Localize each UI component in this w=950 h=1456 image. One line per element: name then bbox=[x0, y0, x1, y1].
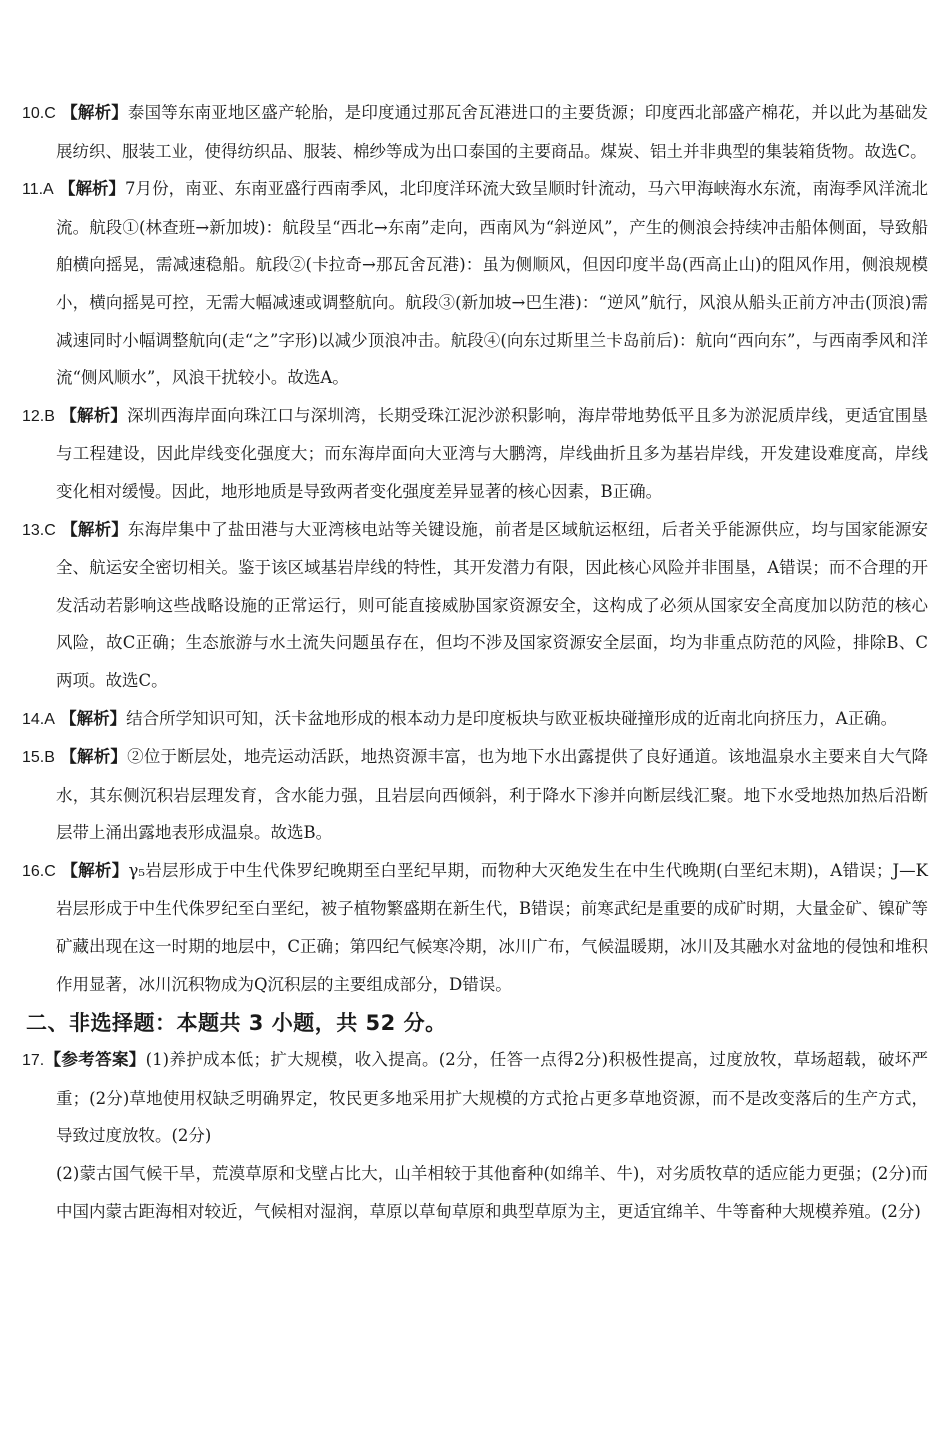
answer-item-11 bbox=[22, 170, 928, 397]
analysis-tag: 【解析】 bbox=[61, 860, 129, 880]
answer-item-14 bbox=[22, 700, 928, 739]
answer-item-13 bbox=[22, 511, 928, 700]
section-heading bbox=[22, 1003, 928, 1041]
analysis-tag: 【解析】 bbox=[61, 103, 128, 122]
analysis-text: 结合所学知识可知，沃卡盆地形成的根本动力是印度板块与欧亚板块碰撞形成的近南北向挤压力，A正确。 bbox=[126, 708, 898, 728]
question-number: 16.C bbox=[22, 862, 56, 880]
answer-item-10 bbox=[22, 94, 928, 170]
question-number: 10.C bbox=[22, 105, 56, 122]
analysis-text: 深圳西海岸面向珠江口与深圳湾，长期受珠江泥沙淤积影响，海岸带地势低平且多为淤泥质岸线，更适宜围垦与工程建设，因此岸线变化强度大；而东海岸面向大亚湾与大鹏湾，岸线曲折且多为基岩岸线，开发建设难度高，岸线变化相对缓慢。因此，地形地质是导致两者变化强度差异显著的核心因素，B正确。 bbox=[56, 405, 929, 501]
answer-item-15 bbox=[22, 738, 928, 852]
analysis-text: 泰国等东南亚地区盛产轮胎，是印度通过那瓦舍瓦港进口的主要货源；印度西北部盛产棉花，并以此为基础发展纺织、服装工业，使得纺织品、服装、棉纱等成为出口泰国的主要商品。煤炭、铝土并非典型的集装箱货物。故选C。 bbox=[56, 103, 929, 161]
answer-part-2: (2)蒙古国气候干旱，荒漠草原和戈壁占比大，山羊相较于其他畜种(如绵羊、牛)，对劣质牧草的适应能力更强；(2分)而中国内蒙古距海相对较近，气候相对湿润，草原以草甸草原和典型草原为主，更适宜绵羊、牛等畜种大规模养殖。(2分) bbox=[56, 1164, 928, 1221]
question-number: 14.A bbox=[22, 710, 55, 728]
analysis-text: γ₅岩层形成于中生代侏罗纪晚期至白垩纪早期，而物种大灭绝发生在中生代晚期(白垩纪末期)，A错误；J—K岩层形成于中生代侏罗纪至白垩纪，被子植物繁盛期在新生代，B错误；前寒武纪是重要的成矿时期，大量金矿、镍矿等矿藏出现在这一时期的地层中，C正确；第四纪气候寒冷期，冰川广布，气候温暖期，冰川及其融水对盆地的侵蚀和堆积作用显著，冰川沉积物成为Q沉积层的主要组成部分，D错误。 bbox=[56, 860, 928, 994]
answer-part-1: (1)养护成本低；扩大规模，收入提高。(2分，任答一点得2分)积极性提高，过度放牧，草场超载，破坏严重；(2分)草地使用权缺乏明确界定，牧民更多地采用扩大规模的方式抢占更多草地资源，而不是改变落后的生产方式，导致过度放牧。(2分) bbox=[56, 1050, 929, 1146]
answer-item-16 bbox=[22, 852, 928, 1003]
analysis-tag: 【解析】 bbox=[61, 519, 128, 539]
analysis-text: 7月份，南亚、东南亚盛行西南季风，北印度洋环流大致呈顺时针流动，马六甲海峡海水东流，南海季风洋流北流。航段①(林查班→新加坡)：航段呈“西北→东南”走向，西南风为“斜逆风”，产生的侧浪会持续冲击船体侧面，导致船舶横向摇晃，需减速稳船。航段②(卡拉奇→那瓦舍瓦港)：虽为侧顺风，但因印度半岛(西高止山)的阻风作用，侧浪规模小，横向摇晃可控，无需大幅减速或调整航向。航段③(新加坡→巴生港)：“逆风”航行，风浪从船头正前方冲击(顶浪)需减速同时小幅调整航向(走“之”字形)以减少顶浪冲击。航段④(向东过斯里兰卡岛前后)：航向“西向东”，与西南季风和洋流“侧风顺水”，风浪干扰较小。故选A。 bbox=[56, 179, 929, 388]
reference-answer-tag: 【参考答案】 bbox=[44, 1050, 146, 1070]
analysis-tag: 【解析】 bbox=[59, 179, 126, 199]
analysis-tag: 【解析】 bbox=[60, 405, 128, 425]
section-title: 二、非选择题：本题共 3 小题，共 52 分。 bbox=[26, 1011, 447, 1036]
answer-item-17 bbox=[22, 1041, 928, 1155]
question-number: 12.B bbox=[22, 407, 55, 425]
analysis-tag: 【解析】 bbox=[60, 708, 127, 728]
question-number: 17. bbox=[22, 1052, 45, 1070]
question-number: 11.A bbox=[22, 181, 54, 199]
analysis-text: 东海岸集中了盐田港与大亚湾核电站等关键设施，前者是区域航运枢纽，后者关乎能源供应，均与国家能源安全、航运安全密切相关。鉴于该区域基岩岸线的特性，其开发潜力有限，因此核心风险并非围垦，A错误；而不合理的开发活动若影响这些战略设施的正常运行，则可能直接威胁国家资源安全，这构成了必须从国家安全高度加以防范的核心风险，故C正确；生态旅游与水土流失问题虽存在，但均不涉及国家资源安全层面，均为非重点防范的风险，排除B、C两项。故选C。 bbox=[56, 519, 929, 690]
question-number: 15.B bbox=[22, 749, 55, 767]
analysis-tag: 【解析】 bbox=[60, 747, 128, 767]
question-number: 13.C bbox=[22, 521, 56, 539]
analysis-text: ②位于断层处，地壳运动活跃，地热资源丰富，也为地下水出露提供了良好通道。该地温泉水主要来自大气降水，其东侧沉积岩层理发育，含水能力强，且岩层向西倾斜，利于降水下渗并向断层线汇聚。地下水受地热加热后沿断层带上涌出露地表形成温泉。故选B。 bbox=[56, 747, 929, 843]
answer-item-12 bbox=[22, 397, 928, 511]
